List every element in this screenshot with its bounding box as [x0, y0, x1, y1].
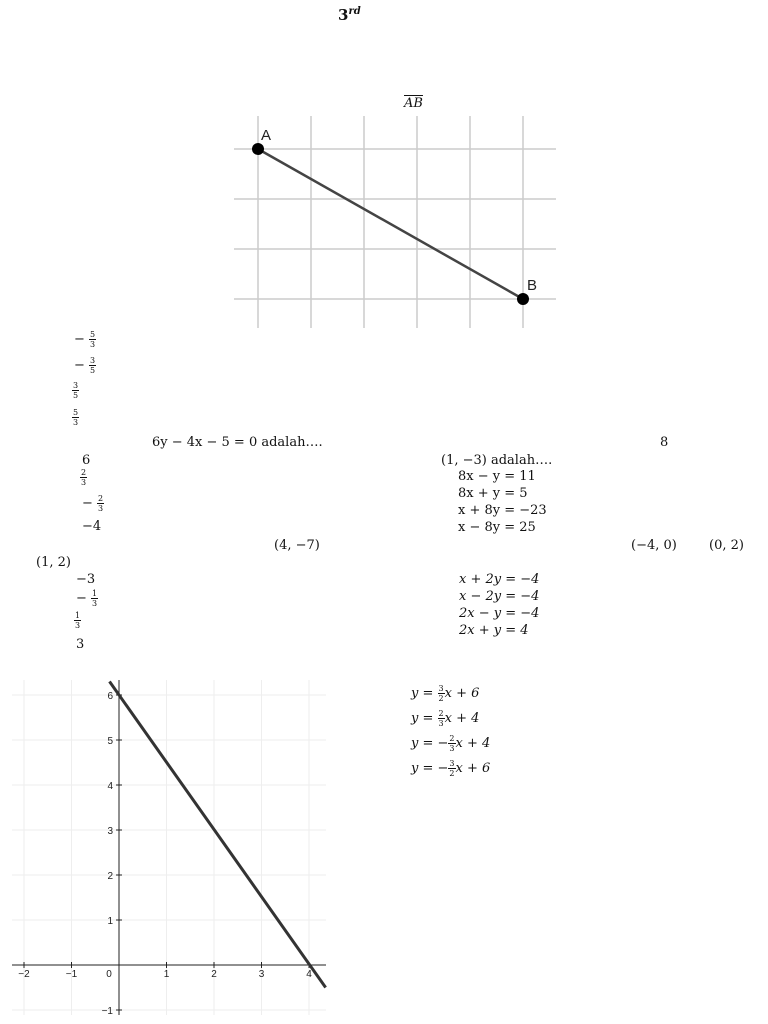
option-a3: $\frac{3}{5}$ [73, 381, 79, 400]
y-tick-label: 5 [107, 736, 113, 747]
option-d3: $\frac{1}{3}$ [75, 611, 81, 630]
x-tick-label: 4 [306, 969, 312, 980]
question-e-point1: (−4, 0) [631, 538, 677, 553]
question-c-prompt: (1, −3) adalah…. [441, 453, 553, 468]
question-c-number: 8 [660, 435, 669, 450]
option-b3: − $\frac{2}{3}$ [82, 494, 104, 513]
x-tick-label: 1 [163, 969, 170, 980]
segment-ab [258, 149, 523, 299]
x-tick-label: −1 [65, 969, 78, 980]
title-suffix: rd [348, 6, 361, 17]
question-d-point: (4, −7) [274, 538, 320, 553]
title-number: 3 [338, 6, 349, 24]
point-a-label: A [261, 127, 272, 144]
x-tick-label: −2 [18, 969, 30, 980]
option-a2: − $\frac{3}{5}$ [74, 356, 96, 375]
option-f4: y = − $\frac{3}{2}$ x + 6 [411, 759, 491, 778]
line-graph [0, 670, 340, 1020]
option-e1: x + 2y = −4 [459, 572, 540, 587]
option-d4: 3 [76, 637, 85, 652]
y-tick-label: 2 [107, 871, 113, 882]
option-b1: 6 [82, 453, 91, 468]
page-title [338, 6, 361, 24]
option-d1: −3 [76, 572, 96, 587]
graph-line [110, 682, 326, 988]
segment-figure [230, 112, 560, 330]
y-tick-label: 3 [107, 826, 113, 837]
option-c1: 8x − y = 11 [458, 469, 536, 484]
point-b [517, 293, 529, 305]
x-tick-label: 2 [211, 969, 217, 980]
question-e-point2: (0, 2) [709, 538, 744, 553]
option-f3: y = − $\frac{2}{3}$ x + 4 [411, 734, 491, 753]
segment-grid [234, 116, 556, 328]
question-b-prompt: 6y − 4x − 5 = 0 adalah…. [152, 435, 323, 450]
option-b4: −4 [82, 519, 102, 534]
option-c2: 8x + y = 5 [458, 486, 528, 501]
option-c3: x + 8y = −23 [458, 503, 547, 518]
y-tick-label: 6 [107, 691, 113, 702]
option-a4: $\frac{5}{3}$ [73, 408, 79, 427]
option-a1: − $\frac{5}{3}$ [74, 330, 96, 349]
option-f2: y = $\frac{2}{3}$ x + 4 [411, 709, 480, 728]
point-b-label: B [527, 277, 538, 294]
option-d2: − $\frac{1}{3}$ [76, 589, 98, 608]
y-tick-label: 4 [107, 781, 113, 792]
option-f1: y = $\frac{3}{2}$ x + 6 [411, 684, 480, 703]
y-tick-label: −1 [101, 1006, 113, 1017]
option-e3: 2x − y = −4 [459, 606, 540, 621]
question-d-extra: (1, 2) [36, 555, 71, 570]
x-tick-label: 3 [258, 969, 265, 980]
y-tick-label: 1 [107, 916, 113, 927]
option-e2: x − 2y = −4 [459, 589, 540, 604]
x-tick-label: 0 [106, 969, 112, 980]
point-a [252, 143, 264, 155]
option-e4: 2x + y = 4 [459, 623, 529, 638]
option-b2: $\frac{2}{3}$ [81, 468, 87, 487]
segment-label: $\overline{AB}$ [404, 96, 423, 111]
option-c4: x − 8y = 25 [458, 520, 536, 535]
